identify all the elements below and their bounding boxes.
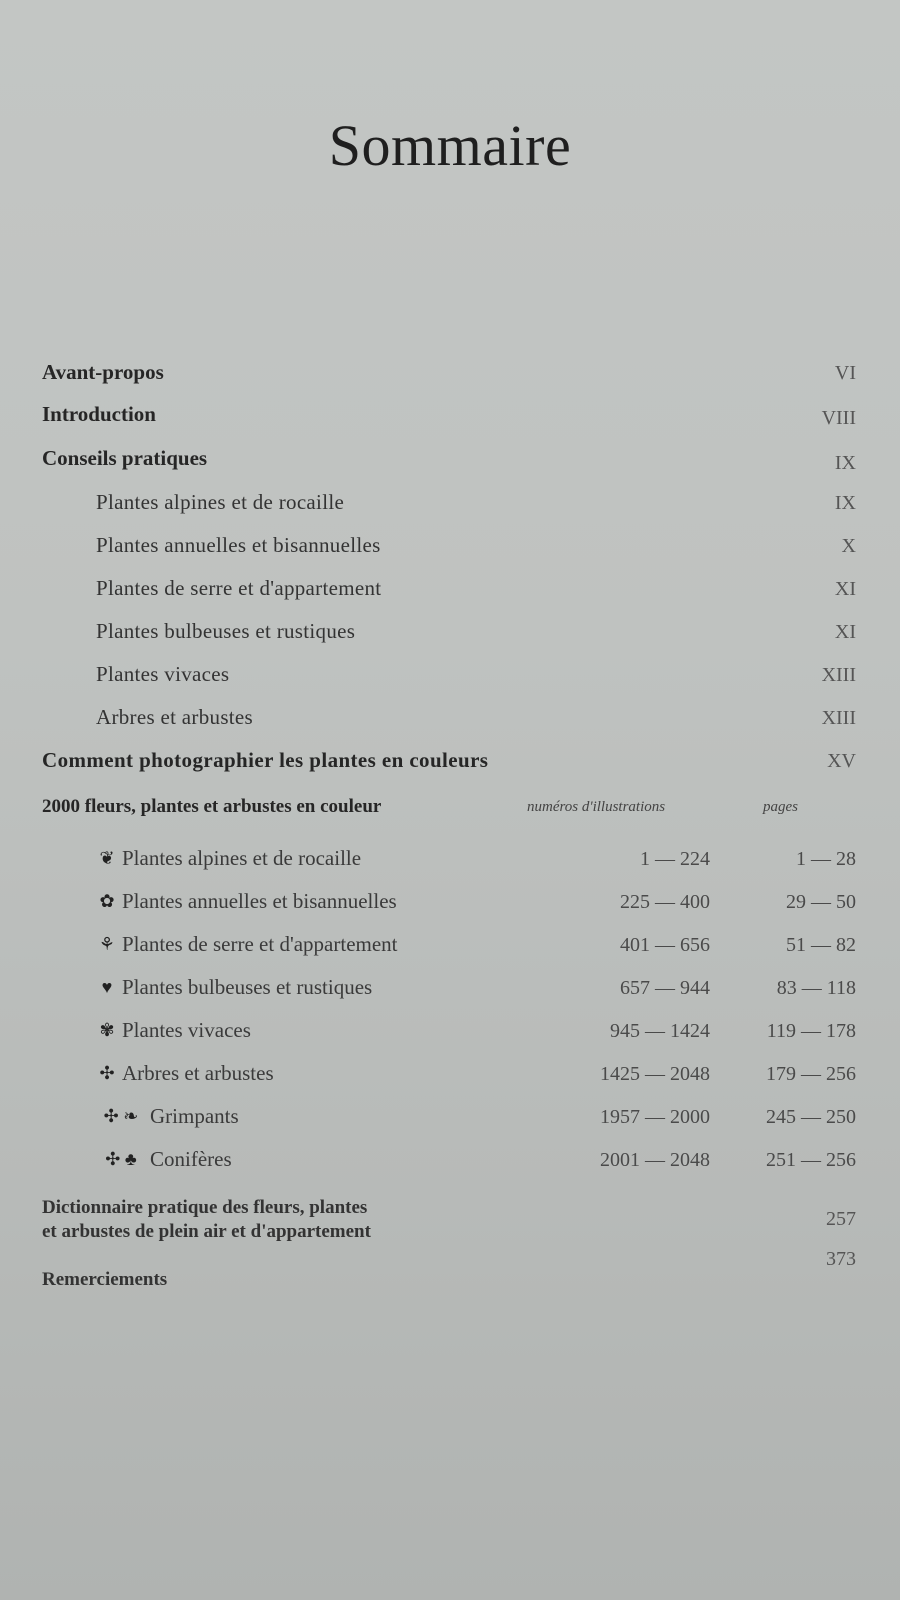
illustration-range: 2001 — 2048: [600, 1149, 710, 1171]
toc-subentry-label: Plantes de serre et d'appartement: [96, 576, 382, 600]
toc-subentry-label: Plantes annuelles et bisannuelles: [96, 533, 381, 557]
toc-entry-label-line1: Dictionnaire pratique des fleurs, plantes: [42, 1197, 368, 1218]
toc-subentry-page: XIII: [821, 664, 856, 686]
plant-category-row: [0, 846, 900, 880]
plant-category-label: Grimpants: [150, 1104, 239, 1128]
toc-subentry: [0, 705, 900, 739]
page-range: 51 — 82: [786, 934, 856, 956]
toc-subentry-page: XI: [834, 621, 856, 643]
page-title: Sommaire: [328, 113, 572, 178]
toc-entry-label: Conseils pratiques: [42, 446, 208, 470]
toc-subentry-label: Arbres et arbustes: [96, 705, 254, 729]
perennial-plant-icon: ✾: [99, 1020, 115, 1040]
page-range: 179 — 256: [766, 1063, 856, 1085]
plant-category-row: [0, 932, 900, 966]
toc-entry-dictionnaire: [0, 1196, 900, 1252]
alpine-plant-icon: ❦: [99, 848, 115, 868]
toc-subentry: [0, 490, 900, 524]
illustration-range: 401 — 656: [620, 934, 710, 956]
plant-category-row: [0, 1104, 900, 1138]
toc-entry-introduction: [0, 402, 900, 436]
toc-entry-conseils-pratiques: [0, 446, 900, 480]
plant-category-label: Plantes annuelles et bisannuelles: [122, 889, 397, 913]
toc-entry-page: 257: [826, 1208, 856, 1230]
column-header-illustrations: numéros d'illustrations: [527, 799, 666, 815]
page-range: 245 — 250: [766, 1106, 856, 1128]
tree-icon: ✣: [99, 1063, 115, 1083]
illustration-range: 1425 — 2048: [600, 1063, 710, 1085]
toc-subentry-page: XI: [834, 578, 856, 600]
toc-entry-label: Comment photographier les plantes en couleurs: [42, 748, 489, 772]
toc-subentry-page: IX: [834, 492, 856, 514]
plant-category-label: Arbres et arbustes: [122, 1061, 274, 1085]
plant-category-label: Plantes vivaces: [122, 1018, 251, 1042]
toc-entry-label: Remerciements: [42, 1269, 168, 1290]
plant-category-label: Plantes alpines et de rocaille: [122, 846, 362, 870]
plant-category-row: [0, 1061, 900, 1095]
bulb-plant-icon: ♥: [101, 977, 113, 997]
toc-subentry: [0, 533, 900, 567]
page-range: 29 — 50: [786, 891, 856, 913]
toc-subentry: [0, 662, 900, 696]
toc-entry-label-line2: et arbustes de plein air et d'appartement: [42, 1221, 371, 1242]
toc-subentry: [0, 576, 900, 610]
toc-entry-label: Avant-propos: [42, 360, 164, 384]
toc-entry-page: VI: [834, 362, 856, 384]
toc-subentry-label: Plantes vivaces: [96, 662, 230, 686]
plant-category-row: [0, 1018, 900, 1052]
plant-category-row: [0, 1147, 900, 1181]
page-range: 1 — 28: [796, 848, 856, 870]
toc-subentry-label: Plantes bulbeuses et rustiques: [96, 619, 356, 643]
toc-entry-avant-propos: [0, 360, 900, 394]
page-range: 83 — 118: [776, 977, 856, 999]
climber-icon: ✣ ❧: [103, 1106, 139, 1126]
toc-entry-page: VIII: [821, 407, 856, 429]
plant-category-label: Plantes de serre et d'appartement: [122, 932, 398, 956]
illustration-range: 657 — 944: [620, 977, 710, 999]
toc-entry-remerciements: [0, 1248, 900, 1300]
toc-color-section-heading: [0, 796, 900, 830]
page-range: 251 — 256: [766, 1149, 856, 1171]
indoor-plant-icon: ⚘: [98, 934, 116, 954]
illustration-range: 1957 — 2000: [600, 1106, 710, 1128]
toc-subentry: [0, 619, 900, 653]
toc-entry-page: 373: [826, 1248, 856, 1270]
toc-entry-label: Introduction: [42, 402, 156, 426]
page-range: 119 — 178: [766, 1020, 856, 1042]
toc-subentry-label: Plantes alpines et de rocaille: [96, 490, 345, 514]
conifer-icon: ✣ ♣: [105, 1149, 137, 1169]
illustration-range: 1 — 224: [640, 848, 710, 870]
annual-plant-icon: ✿: [99, 891, 115, 911]
toc-entry-page: IX: [834, 452, 856, 474]
column-header-pages: pages: [763, 799, 798, 815]
plant-category-row: [0, 889, 900, 923]
plant-category-label: Plantes bulbeuses et rustiques: [122, 975, 373, 999]
illustration-range: 945 — 1424: [610, 1020, 710, 1042]
plant-category-row: [0, 975, 900, 1009]
toc-subentry-page: XIII: [821, 707, 856, 729]
toc-entry-label: 2000 fleurs, plantes et arbustes en couleur: [42, 796, 382, 817]
toc-subentry-page: X: [841, 535, 856, 557]
toc-entry-photographier: [0, 748, 900, 782]
illustration-range: 225 — 400: [620, 891, 710, 913]
plant-category-label: Conifères: [150, 1147, 232, 1171]
toc-entry-page: XV: [827, 750, 856, 772]
